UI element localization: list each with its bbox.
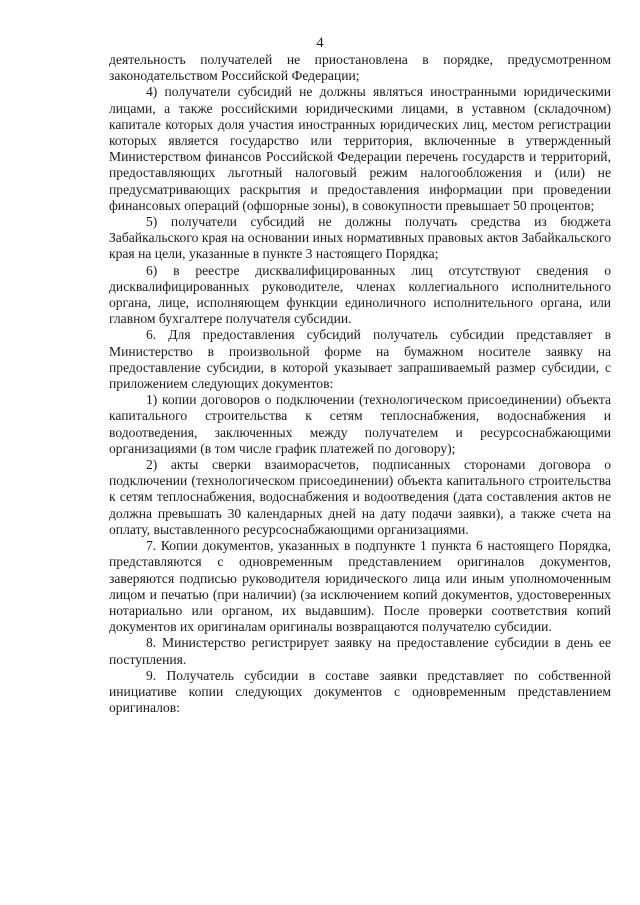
document-body	[109, 52, 611, 716]
paragraph-item-4: 4) получатели субсидий не должны являться иностранными юридическими лицами, а также российскими юридическими лицами, в уставном (складочном) капитале которых доля участия иностранных юридических лиц, местом регистрации которых является государство или территория, включенные в утвержденный Министерством финансов Российской Федерации перечень государств и территорий, предоставляющих льготный налоговый режим налогообложения и (или) не предусматривающих раскрытия и предоставления информации при проведении финансовых операций (офшорные зоны), в совокупности превышает 50 процентов;	[109, 84, 611, 213]
paragraph-item-6-disqualified: 6) в реестре дисквалифицированных лиц отсутствуют сведения о дисквалифицированных руководителе, членах коллегиального исполнительного органа, лице, исполняющем функции единоличного исполнительного органа, или главном бухгалтере получателя субсидии.	[109, 262, 611, 327]
paragraph-subitem-2: 2) акты сверки взаиморасчетов, подписанных сторонами договора о подключении (технологическом присоединении) объекта капитального строительства к сетям теплоснабжения, водоснабжения и водоотведения (дата составления актов не должна превышать 30 календарных дней на дату подачи заявки), а также счета на оплату, выставленного ресурсоснабжающими организациями.	[109, 457, 611, 537]
paragraph-clause-8: 8. Министерство регистрирует заявку на предоставление субсидии в день ее поступления.	[109, 635, 611, 667]
paragraph-clause-9: 9. Получатель субсидии в составе заявки представляет по собственной инициативе копии следующих документов с одновременным представлением оригиналов:	[109, 667, 611, 716]
paragraph-clause-6: 6. Для предоставления субсидий получатель субсидии представляет в Министерство в произвольной форме на бумажном носителе заявку на предоставление субсидии, в которой указывает запрашиваемый размер субсидии, с приложением следующих документов:	[109, 327, 611, 392]
paragraph-subitem-1: 1) копии договоров о подключении (технологическом присоединении) объекта капитального строительства к сетям теплоснабжения, водоснабжения и водоотведения, заключенных между получателем и ресурсоснабжающими организациями (в том числе график платежей по договору);	[109, 392, 611, 456]
page-number: 4	[316, 35, 324, 51]
paragraph-continuation: деятельность получателей не приостановлена в порядке, предусмотренном законодательством Российской Федерации;	[109, 52, 611, 84]
paragraph-item-5: 5) получатели субсидий не должны получать средства из бюджета Забайкальского края на основании иных нормативных правовых актов Забайкальского края на цели, указанные в пункте 3 настоящего Порядка;	[109, 214, 611, 262]
paragraph-clause-7: 7. Копии документов, указанных в подпункте 1 пункта 6 настоящего Порядка, представляются с одновременным представлением оригиналов документов, заверяются подписью руководителя юридического лица или иным уполномоченным лицом и печатью (при наличии) (за исключением копий документов, удостоверенных нотариально или органом, их выдавшим). После проверки соответствия копий документов их оригиналам оригиналы возвращаются получателю субсидии.	[109, 538, 611, 635]
